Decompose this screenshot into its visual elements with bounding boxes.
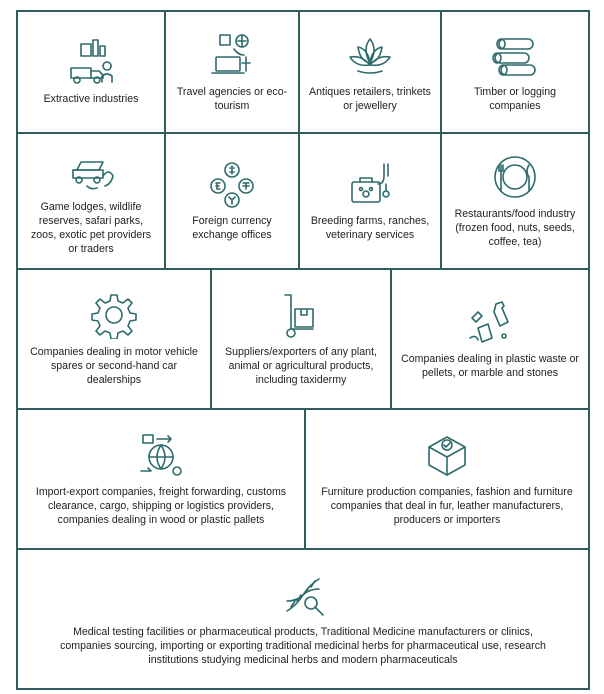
safari-jeep-icon	[67, 146, 115, 194]
travel-laptop-icon	[208, 31, 256, 79]
cell-label: Companies dealing in motor vehicle spares or second-hand car dealerships	[30, 346, 198, 386]
cell-antiques-retailers	[298, 12, 440, 132]
cell-label: Breeding farms, ranches, veterinary services	[310, 215, 430, 241]
cell-medical-testing	[18, 550, 588, 688]
cell-furniture-production	[304, 410, 588, 548]
cell-label: Restaurants/food industry (frozen food, nuts, seeds, coffee, tea)	[454, 208, 576, 248]
truck-factory-icon	[67, 38, 115, 86]
grid-row-5	[18, 550, 588, 688]
cell-motor-vehicle	[18, 270, 210, 408]
cell-restaurants-food	[440, 134, 588, 268]
cell-label: Companies dealing in plastic waste or pellets, or marble and stones	[401, 353, 579, 379]
box-check-icon	[423, 431, 471, 479]
cell-extractive-industries	[18, 12, 164, 132]
cell-travel-agencies	[164, 12, 298, 132]
cell-foreign-currency	[164, 134, 298, 268]
cell-label: Foreign currency exchange offices	[192, 215, 272, 241]
dna-magnifier-icon	[279, 571, 327, 619]
gear-icon	[90, 291, 138, 339]
cell-label: Antiques retailers, trinkets or jewellery	[309, 86, 431, 112]
cell-game-lodges	[18, 134, 164, 268]
plate-cutlery-icon	[491, 153, 539, 201]
grid-row-4	[18, 410, 588, 550]
cell-plastic-waste	[390, 270, 588, 408]
cell-import-export	[18, 410, 304, 548]
cell-label: Suppliers/exporters of any plant, animal or agricultural products, including taxidermy	[225, 346, 377, 386]
global-logistics-icon	[137, 431, 185, 479]
plastic-waste-icon	[466, 298, 514, 346]
grid-row-2	[18, 134, 588, 270]
logs-icon	[491, 31, 539, 79]
cell-label: Import-export companies, freight forwarding, customs clearance, cargo, shipping or logistics providers, companies dealing in wood or plastic pallets	[35, 486, 287, 526]
grid-row-1	[18, 12, 588, 134]
vet-pet-carrier-icon	[346, 160, 394, 208]
grid-row-3	[18, 270, 588, 410]
cell-label: Medical testing facilities or pharmaceutical products, Traditional Medicine manufacturers or clinics, companies sourcing, importing or exporting traditional medicinal herbs for pharmaceutical use, research institutions studying medicinal herbs and modern pharmaceuticals	[60, 626, 546, 666]
cell-timber-logging	[440, 12, 588, 132]
cell-suppliers-exporters	[210, 270, 390, 408]
industry-grid	[16, 10, 590, 690]
cell-label: Game lodges, wildlife reserves, safari parks, zoos, exotic pet providers or traders	[30, 201, 152, 255]
cell-label: Travel agencies or eco-tourism	[176, 86, 288, 112]
cell-label: Timber or logging companies	[473, 86, 557, 112]
lotus-icon	[346, 31, 394, 79]
cell-label: Extractive industries	[43, 93, 139, 105]
hand-truck-icon	[277, 291, 325, 339]
cell-label: Furniture production companies, fashion and furniture companies that deal in fur, leather manufacturers, producers or importers	[321, 486, 573, 526]
currency-exchange-icon	[208, 160, 256, 208]
cell-breeding-farms	[298, 134, 440, 268]
